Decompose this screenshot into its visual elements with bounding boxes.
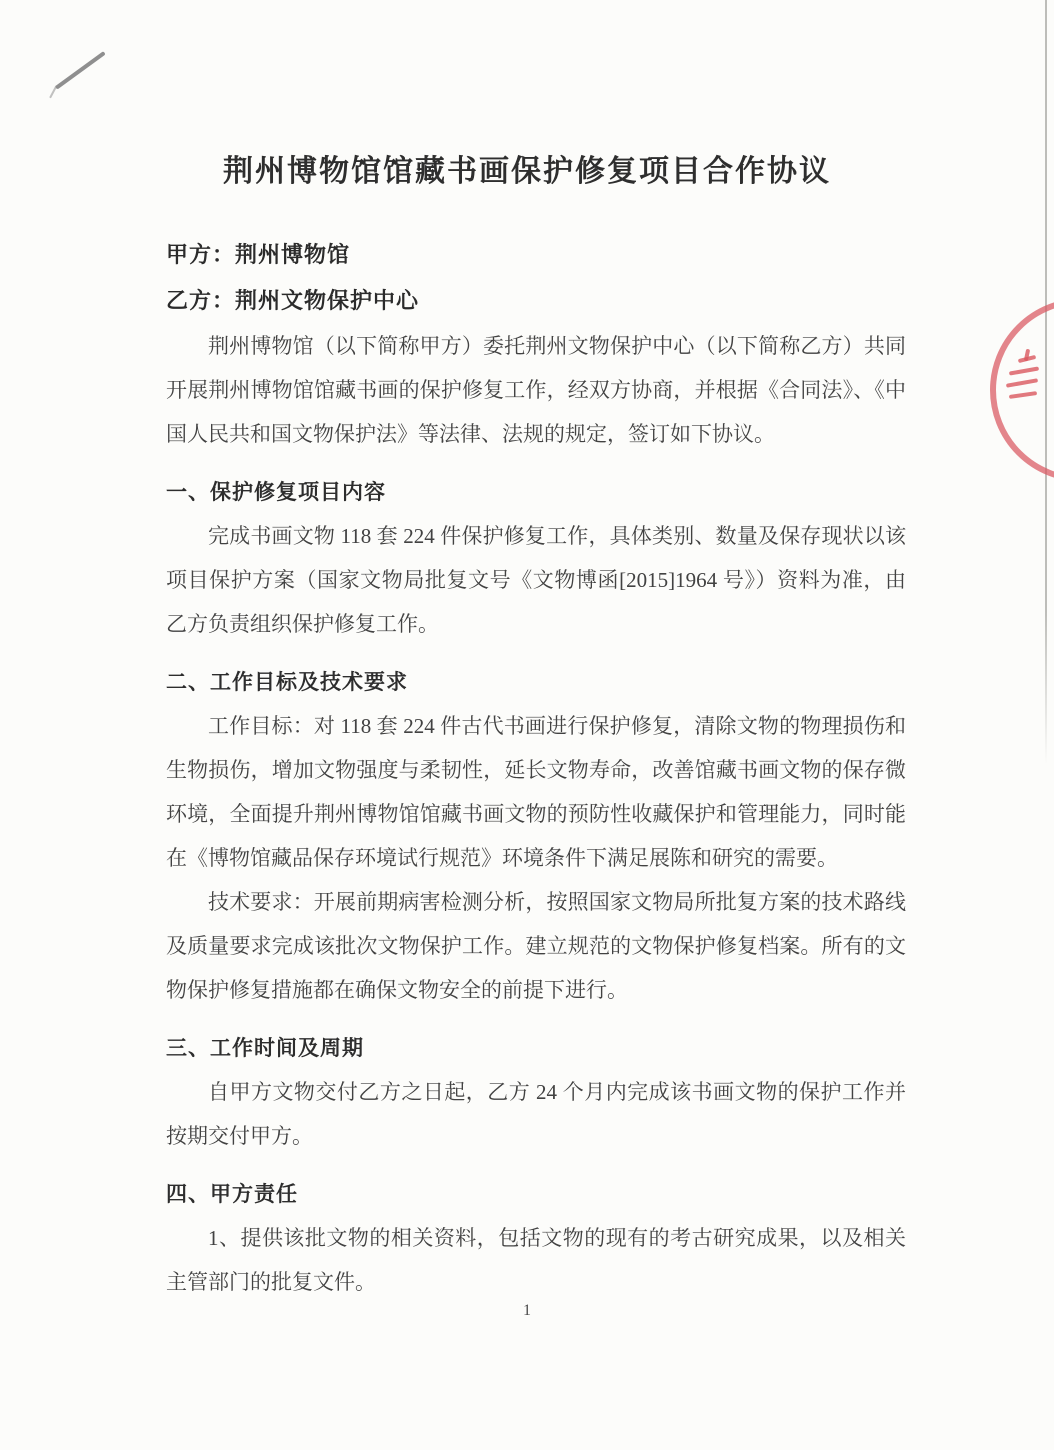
document-title: 荆州博物馆馆藏书画保护修复项目合作协议 [223,155,831,188]
text-line: 乙方负责组织保护修复工作。 [166,612,439,636]
red-seal-stamp [985,295,1054,475]
seal-ring [990,298,1054,482]
text-line: 自甲方文物交付乙方之日起，乙方 24 个月内完成该书画文物的保护工作并 [208,1080,906,1104]
text-line: 及质量要求完成该批次文物保护工作。建立规范的文物保护修复档案。所有的文 [166,934,906,958]
text-line: 工作目标：对 118 套 224 件古代书画进行保护修复，清除文物的物理损伤和 [208,714,906,738]
text-line: 主管部门的批复文件。 [166,1270,376,1294]
section-heading: 三、工作时间及周期 [166,1036,364,1060]
text-line: 在《博物馆藏品保存环境试行规范》环境条件下满足展陈和研究的需要。 [166,846,838,870]
text-line: 1、提供该批文物的相关资料，包括文物的现有的考古研究成果，以及相关 [208,1226,906,1250]
text-line: 物保护修复措施都在确保文物安全的前提下进行。 [166,978,628,1002]
section-heading: 一、保护修复项目内容 [166,480,386,504]
text-line: 生物损伤，增加文物强度与柔韧性，延长文物寿命，改善馆藏书画文物的保存微 [166,758,906,782]
page-number: 1 [523,1302,531,1319]
party-b-line: 乙方：荆州文物保护中心 [166,288,420,313]
document-body [166,232,906,1304]
section-heading: 二、工作目标及技术要求 [166,670,408,694]
text-line: 技术要求：开展前期病害检测分析，按照国家文物局所批复方案的技术路线 [208,890,906,914]
text-line: 完成书画文物 118 套 224 件保护修复工作，具体类别、数量及保存现状以该 [208,524,906,548]
staple-mark [55,51,106,90]
document-sections [166,324,906,1304]
text-line: 项目保护方案（国家文物局批复文号《文物博函[2015]1964 号》）资料为准，由 [166,568,906,592]
party-a-line: 甲方：荆州博物馆 [166,242,351,267]
text-line: 按期交付甲方。 [166,1124,313,1148]
text-line: 开展荆州博物馆馆藏书画的保护修复工作，经双方协商，并根据《合同法》、《中 [166,378,906,402]
text-line: 环境，全面提升荆州博物馆馆藏书画文物的预防性收藏保护和管理能力，同时能 [166,802,906,826]
staple-mark-tail [49,85,57,98]
text-line: 国人民共和国文物保护法》等法律、法规的规定，签订如下协议。 [166,422,775,446]
text-line: 荆州博物馆（以下简称甲方）委托荆州文物保护中心（以下简称乙方）共同 [208,334,906,358]
section-heading: 四、甲方责任 [166,1182,298,1206]
